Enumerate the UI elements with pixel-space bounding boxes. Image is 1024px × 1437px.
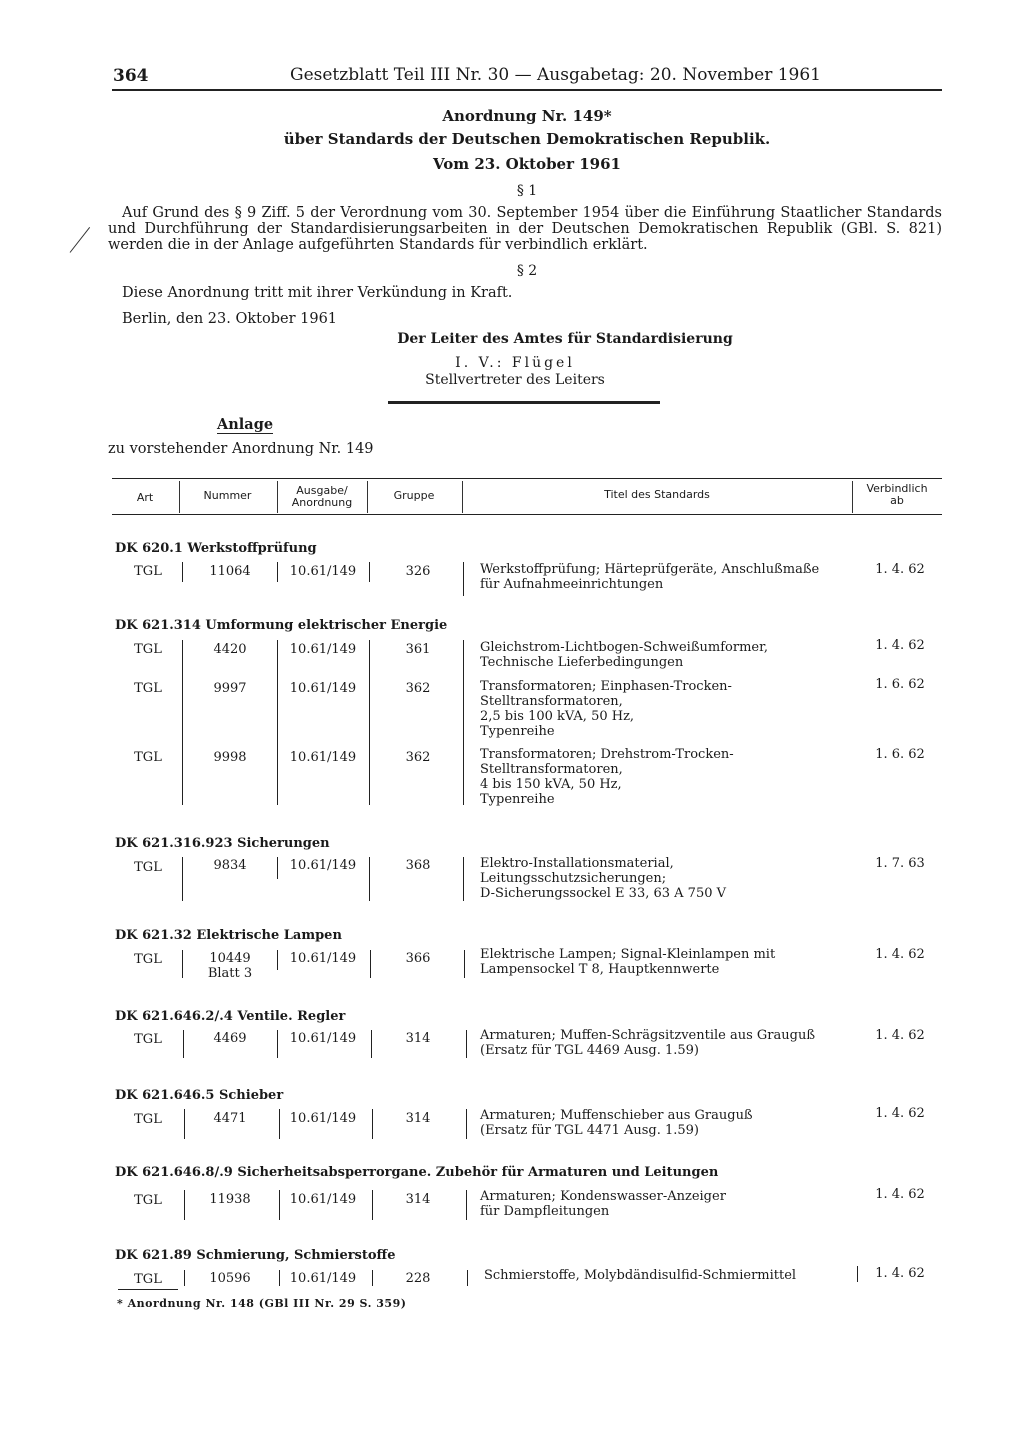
category-heading: DK 621.646.2/.4 Ventile. Regler	[115, 1009, 346, 1024]
cell-art: TGL	[134, 952, 162, 967]
column-divider	[182, 640, 183, 805]
category-heading: DK 621.646.8/.9 Sicherheitsabsperrorgane. Zubehör für Armaturen und Leitungen	[115, 1165, 719, 1180]
cell-nummer: 10449	[209, 951, 251, 966]
cell-verbindlich: 1. 6. 62	[875, 747, 925, 762]
cell-art: TGL	[134, 860, 162, 875]
cell-gruppe: 366	[405, 951, 431, 966]
cell-divider	[183, 1030, 184, 1058]
column-divider	[463, 640, 464, 805]
cell-titel	[480, 856, 855, 901]
signatory-name: I. V.: Flügel	[455, 355, 575, 371]
cell-art: TGL	[134, 750, 162, 765]
cell-gruppe: 362	[405, 681, 431, 696]
cell-art: TGL	[134, 1272, 162, 1287]
cell-ausgabe: 10.61/149	[289, 750, 357, 765]
order-title: Anordnung Nr. 149*	[442, 107, 612, 125]
category-heading: DK 621.32 Elektrische Lampen	[115, 928, 342, 943]
cell-titel-line: Werkstoffprüfung; Härteprüfgeräte, Anschlußmaße	[480, 562, 820, 577]
cell-divider	[463, 857, 464, 901]
cell-titel-line: Lampensockel T 8, Hauptkennwerte	[480, 962, 720, 977]
cell-art: TGL	[134, 681, 162, 696]
category-heading: DK 620.1 Werkstoffprüfung	[115, 541, 317, 556]
header-nummer: Nummer	[203, 489, 252, 502]
category-heading: DK 621.89 Schmierung, Schmierstoffe	[115, 1248, 396, 1263]
cell-divider	[279, 1109, 280, 1139]
cell-titel-line: Stelltransformatoren,	[480, 694, 623, 709]
cell-titel-line: für Dampfleitungen	[480, 1204, 610, 1219]
cell-verbindlich: 1. 4. 62	[875, 1028, 925, 1043]
order-date: Vom 23. Oktober 1961	[433, 155, 621, 173]
cell-divider	[182, 857, 183, 901]
cell-nummer: 11938	[209, 1192, 251, 1207]
cell-art: TGL	[134, 1112, 162, 1127]
cell-titel-line: (Ersatz für TGL 4469 Ausg. 1.59)	[480, 1043, 700, 1058]
cell-titel-line: (Ersatz für TGL 4471 Ausg. 1.59)	[480, 1123, 700, 1138]
cell-titel-line: Gleichstrom-Lichtbogen-Schweißumformer,	[480, 640, 769, 655]
cell-verbindlich: 1. 4. 62	[875, 947, 925, 962]
header-titel: Titel des Standards	[604, 488, 710, 501]
cell-ausgabe: 10.61/149	[289, 951, 357, 966]
cell-titel	[480, 1028, 855, 1058]
cell-underline	[118, 1289, 178, 1290]
cell-divider	[277, 562, 278, 582]
cell-titel	[480, 562, 855, 592]
cell-titel-line: Armaturen; Kondenswasser-Anzeiger	[480, 1189, 726, 1204]
cell-titel	[480, 947, 855, 977]
cell-verbindlich: 1. 4. 62	[875, 1106, 925, 1121]
cell-titel-line: 2,5 bis 100 kVA, 50 Hz,	[480, 709, 635, 724]
cell-verbindlich: 1. 4. 62	[875, 562, 925, 577]
header-gruppe: Gruppe	[393, 489, 435, 502]
table-top-rule	[112, 478, 942, 479]
section-2-label: § 2	[516, 263, 538, 279]
cell-nummer: 11064	[209, 564, 251, 579]
cell-titel-line: Stelltransformatoren,	[480, 762, 623, 777]
cell-divider	[372, 1190, 373, 1220]
cell-titel-line: Elektro-Installationsmaterial,	[480, 856, 674, 871]
cell-gruppe: 228	[405, 1271, 431, 1286]
cell-titel-line: Transformatoren; Drehstrom-Trocken-	[480, 747, 734, 762]
cell-divider	[184, 1109, 185, 1139]
cell-divider	[371, 1030, 372, 1058]
section-1-label: § 1	[516, 183, 538, 199]
cell-divider	[369, 857, 370, 901]
category-heading: DK 621.646.5 Schieber	[115, 1088, 284, 1103]
cell-ausgabe: 10.61/149	[289, 564, 357, 579]
cell-titel-line: Typenreihe	[480, 792, 555, 807]
column-divider	[369, 640, 370, 805]
cell-divider	[184, 1270, 185, 1286]
header-rule	[112, 89, 942, 91]
cell-nummer: 10596	[209, 1271, 251, 1286]
cell-art: TGL	[134, 642, 162, 657]
section-1-text: Auf Grund des § 9 Ziff. 5 der Verordnung vom 30. September 1954 über die Einführung Staatlicher Standards und Durchführung der Standardisierungsarbeiten in der Deutschen Demokratischen Republik (GBl. S. 821) werden die in der Anlage aufgeführten Standards für verbindlich erklärt.	[108, 205, 942, 253]
cell-divider	[279, 1190, 280, 1220]
cell-verbindlich: 1. 6. 62	[875, 677, 925, 692]
cell-titel-line: Armaturen; Muffenschieber aus Grauguß	[480, 1108, 753, 1123]
cell-gruppe: 314	[405, 1111, 431, 1126]
cell-gruppe: 314	[405, 1192, 431, 1207]
cell-titel-line: für Aufnahmeeinrichtungen	[480, 577, 664, 592]
cell-titel-line: Transformatoren; Einphasen-Trocken-	[480, 679, 732, 694]
gazette-header: Gesetzblatt Teil III Nr. 30 — Ausgabetag: 20. November 1961	[290, 65, 821, 85]
cell-divider	[464, 950, 465, 978]
order-subtitle: über Standards der Deutschen Demokratischen Republik.	[283, 130, 771, 148]
header-art: Art	[136, 491, 154, 504]
category-heading: DK 621.314 Umformung elektrischer Energie	[115, 618, 448, 633]
cell-ausgabe: 10.61/149	[289, 1031, 357, 1046]
cell-ausgabe: 10.61/149	[289, 1271, 357, 1286]
cell-titel	[480, 1108, 855, 1138]
place-date: Berlin, den 23. Oktober 1961	[122, 311, 338, 327]
cell-titel-line: Elektrische Lampen; Signal-Kleinlampen mit	[480, 947, 776, 962]
table-header-rule	[112, 514, 942, 515]
cell-divider	[463, 562, 464, 596]
cell-titel-line: 4 bis 150 kVA, 50 Hz,	[480, 777, 622, 792]
signatory-role: Stellvertreter des Leiters	[425, 372, 605, 388]
cell-titel-line: Leitungsschutzsicherungen;	[480, 871, 667, 886]
annex-subtitle: zu vorstehender Anordnung Nr. 149	[108, 441, 374, 457]
cell-titel	[480, 747, 855, 807]
section-2-text: Diese Anordnung tritt mit ihrer Verkündung in Kraft.	[122, 285, 513, 301]
signature-rule	[388, 401, 660, 404]
page-number: 364	[113, 66, 149, 86]
cell-verbindlich: 1. 4. 62	[875, 1266, 925, 1281]
header-ausgabe-1: Ausgabe/	[296, 484, 348, 497]
cell-nummer: 4471	[213, 1111, 247, 1126]
cell-nummer: 9834	[213, 858, 247, 873]
cell-art: TGL	[134, 1193, 162, 1208]
cell-nummer: 4420	[213, 642, 247, 657]
cell-divider	[184, 1190, 185, 1220]
cell-divider	[369, 562, 370, 582]
cell-nummer: 4469	[213, 1031, 247, 1046]
footnote: * Anordnung Nr. 148 (GBl III Nr. 29 S. 359)	[117, 1297, 407, 1310]
cell-ausgabe: 10.61/149	[289, 681, 357, 696]
cell-titel-line: Typenreihe	[480, 724, 555, 739]
column-divider	[277, 640, 278, 805]
cell-ausgabe: 10.61/149	[289, 642, 357, 657]
cell-divider	[466, 1109, 467, 1139]
cell-divider	[182, 562, 183, 582]
cell-divider	[466, 1030, 467, 1058]
cell-divider	[466, 1190, 467, 1220]
cell-ausgabe: 10.61/149	[289, 1111, 357, 1126]
cell-divider	[370, 950, 371, 978]
cell-titel	[484, 1268, 859, 1283]
cell-nummer: 9998	[213, 750, 247, 765]
cell-verbindlich: 1. 7. 63	[875, 856, 925, 871]
cell-verbindlich: 1. 4. 62	[875, 1187, 925, 1202]
cell-titel-line: D-Sicherungssockel E 33, 63 A 750 V	[480, 886, 727, 901]
cell-ausgabe: 10.61/149	[289, 1192, 357, 1207]
header-ausgabe-2: Anordnung	[291, 496, 353, 509]
cell-divider	[372, 1109, 373, 1139]
cell-titel	[480, 1189, 855, 1219]
cell-nummer: 9997	[213, 681, 247, 696]
cell-art: TGL	[134, 564, 162, 579]
cell-ausgabe: 10.61/149	[289, 858, 357, 873]
cell-gruppe: 362	[405, 750, 431, 765]
cell-verbindlich: 1. 4. 62	[875, 638, 925, 653]
cell-gruppe: 368	[405, 858, 431, 873]
margin-pen-mark	[70, 227, 90, 253]
signatory-office: Der Leiter des Amtes für Standardisierung	[397, 331, 733, 347]
cell-divider	[467, 1270, 468, 1286]
cell-gruppe: 361	[405, 642, 431, 657]
cell-divider	[279, 1270, 280, 1286]
cell-art: TGL	[134, 1032, 162, 1047]
category-heading: DK 621.316.923 Sicherungen	[115, 836, 330, 851]
header-verbindlich-1: Verbindlich	[866, 482, 928, 495]
cell-titel-line: Armaturen; Muffen-Schrägsitzventile aus Grauguß	[480, 1028, 815, 1043]
cell-titel	[480, 679, 855, 739]
header-verbindlich-2: ab	[890, 494, 904, 507]
cell-titel-line: Schmierstoffe, Molybdändisulfid-Schmiermittel	[484, 1268, 797, 1283]
cell-divider	[277, 950, 278, 970]
cell-titel-line: Technische Lieferbedingungen	[480, 655, 684, 670]
cell-divider	[372, 1270, 373, 1286]
cell-divider	[857, 1266, 858, 1282]
annex-title: Anlage	[217, 416, 274, 433]
cell-gruppe: 326	[405, 564, 431, 579]
cell-titel	[480, 640, 855, 670]
cell-nummer-note: Blatt 3	[207, 966, 253, 981]
cell-gruppe: 314	[405, 1031, 431, 1046]
cell-divider	[277, 1030, 278, 1058]
cell-divider	[182, 950, 183, 978]
cell-divider	[277, 857, 278, 879]
